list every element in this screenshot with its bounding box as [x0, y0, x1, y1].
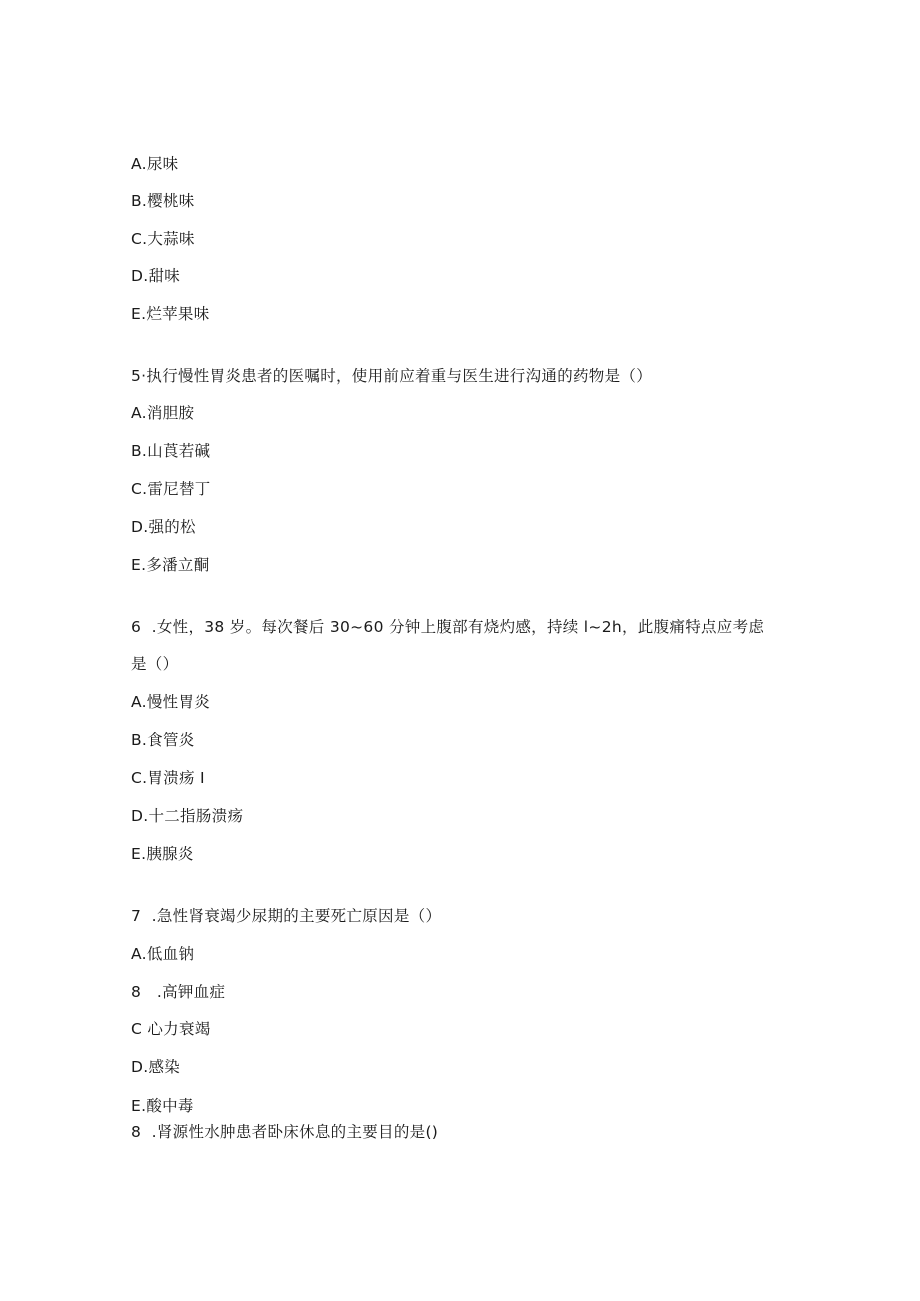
q7-option-c: C 心力衰竭 — [131, 1020, 211, 1038]
q5-option-c: C.雷尼替丁 — [131, 480, 211, 498]
q4-option-e: E.烂苹果味 — [131, 305, 210, 323]
q7-option-a: A.低血钠 — [131, 945, 195, 963]
q4-option-c: C.大蒜味 — [131, 230, 195, 248]
q7-option-e: E.酸中毒 — [131, 1097, 194, 1115]
q5-stem: 5·执行慢性胃炎患者的医嘱时，使用前应着重与医生进行沟通的药物是（） — [131, 367, 652, 385]
q7-option-b: 8 .高钾血症 — [131, 983, 226, 1001]
q4-option-a: A.尿味 — [131, 155, 179, 173]
q6-option-d: D.十二指肠溃疡 — [131, 807, 244, 825]
q4-option-d: D.甜味 — [131, 267, 181, 285]
q6-option-e: E.胰腺炎 — [131, 845, 194, 863]
q5-option-e: E.多潘立酮 — [131, 556, 210, 574]
q6-option-a: A.慢性胃炎 — [131, 693, 211, 711]
q5-option-d: D.强的松 — [131, 518, 196, 536]
q6-stem-line1: 6 .女性，38 岁。每次餐后 30~60 分钟上腹部有烧灼感，持续 l~2h，此腹痛特点应考虑 — [131, 618, 765, 636]
q5-option-a: A.消胆胺 — [131, 404, 195, 422]
q5-option-b: B.山莨若碱 — [131, 442, 211, 460]
q6-stem-line2: 是（） — [131, 655, 179, 673]
q7-stem: 7 .急性肾衰竭少尿期的主要死亡原因是（） — [131, 907, 442, 925]
q7-option-d: D.感染 — [131, 1058, 181, 1076]
q8-stem: 8 .肾源性水肿患者卧床休息的主要目的是() — [131, 1123, 439, 1141]
q4-option-b: B.樱桃味 — [131, 192, 195, 210]
q6-option-c: C.胃溃疡 I — [131, 769, 205, 787]
q6-option-b: B.食管炎 — [131, 731, 195, 749]
